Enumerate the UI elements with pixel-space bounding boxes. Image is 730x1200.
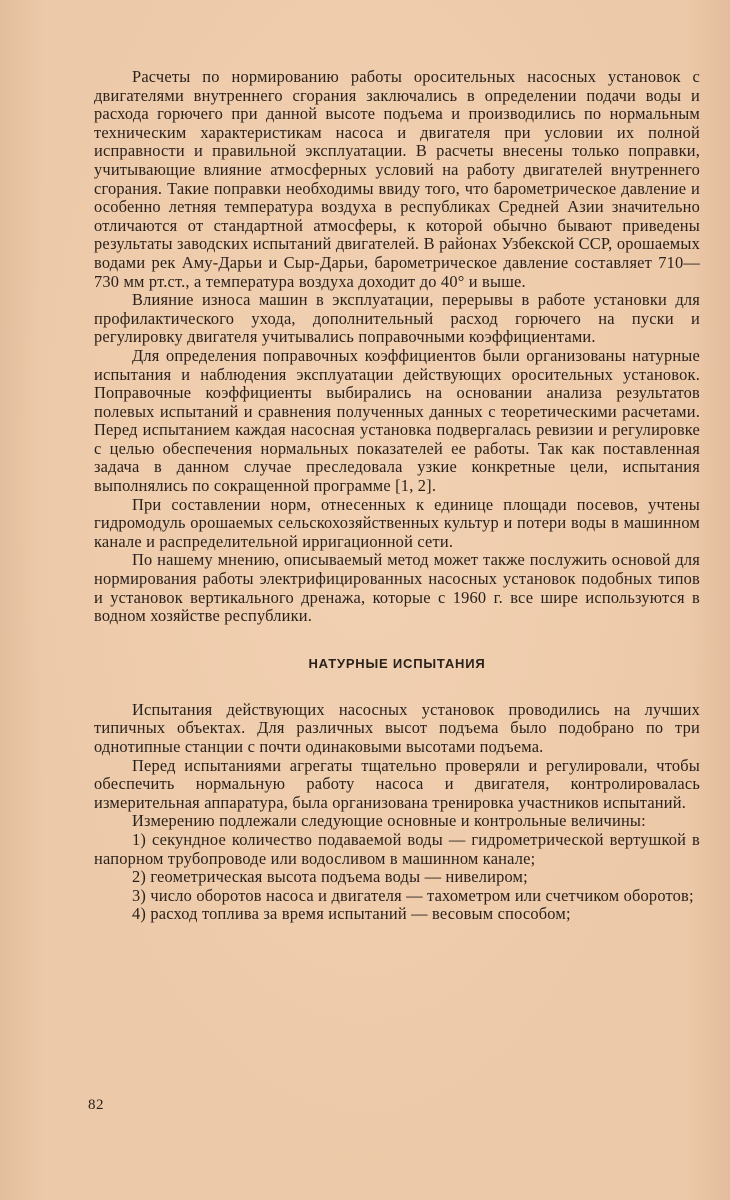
paragraph-preparation: Перед испытаниями агрегаты тщательно проверяли и регулировали, чтобы обеспечить нормальную работу насоса и двигателя, контролировалась измерительная аппаратура, была организована тренировка участников испытаний. bbox=[94, 755, 700, 812]
paragraph-norms: При составлении норм, отнесенных к единице площади посевов, учтены гидромодуль орошаемых сельскохозяйственных культур и потери воды в машинном канале и распределительной ирригационной сети. bbox=[94, 494, 700, 551]
paragraph-method: По нашему мнению, описываемый метод может также послужить основой для нормирования работы электрифицированных насосных установок подобных типов и установок вертикального дренажа, которые с 1960 г. все шире используются в водном хозяйстве республики. bbox=[94, 550, 700, 626]
paragraph-wear: Влияние износа машин в эксплуатации, перерывы в работе установки для профилактического ухода, дополнительный расход горючего на пуски и регулировку двигателя учитывались поправочными коэффициентами. bbox=[94, 290, 700, 347]
paragraph-tests: Испытания действующих насосных установок проводились на лучших типичных объектах. Для различных высот подъема было подобрано по три однотипные станции с почти одинаковыми высотами подъема. bbox=[94, 699, 700, 756]
page-number: 82 bbox=[88, 1097, 104, 1113]
paragraph-measured-values: Измерению подлежали следующие основные и контрольные величины: bbox=[132, 811, 646, 831]
paragraph-calculations: Расчеты по нормированию работы оросительных насосных установок с двигателями внутреннего сгорания заключались в определении подачи воды и расхода горючего при данной высоте подъема и производились по нормальным техническим характеристикам насоса и двигателя при условии их полной исправности и правильной эксплуатации. В расчеты внесены только поправки, учитывающие влияние атмосферных условий на работу двигателей внутреннего сгорания. Такие поправки необходимы ввиду того, что барометрическое давление и особенно летняя температура воздуха в республиках Средней Азии значительно отличаются от стандартной атмосферы, к которой обычно бывают приведены результаты заводских испытаний двигателей. В районах Узбекской ССР, орошаемых водами рек Аму-Дарьи и Сыр-Дарьи, барометрическое давление составляет 710—730 мм рт.ст., а температура воздуха доходит до 40° и выше. bbox=[94, 67, 700, 291]
list-item-rotation-speed: 3) число оборотов насоса и двигателя — тахометром или счетчиком оборотов; bbox=[132, 885, 694, 905]
list-item-lift-height: 2) геометрическая высота подъема воды — нивелиром; bbox=[132, 867, 528, 887]
list-item-water-flow: 1) секундное количество подаваемой воды — гидрометрической вертушкой в напорном трубопроводе или водосливом в машинном канале; bbox=[94, 829, 700, 868]
section-heading: НАТУРНЫЕ ИСПЫТАНИЯ bbox=[308, 655, 486, 671]
paragraph-coefficients: Для определения поправочных коэффициентов были организованы натурные испытания и наблюдения эксплуатации действующих оросительных установок. Поправочные коэффициенты выбирались на основании анализа результатов полевых испытаний и сравнения полученных данных с теоретическими расчетами. Перед испытанием каждая насосная установка подвергалась ревизии и регулировке с целью обеспечения нормальных показателей ее работы. Так как поставленная задача в данном случае преследовала узкие конкретные цели, испытания выполнялись по сокращенной программе [1, 2]. bbox=[94, 345, 700, 496]
list-item-fuel-consumption: 4) расход топлива за время испытаний — весовым способом; bbox=[132, 904, 571, 924]
text-column bbox=[94, 68, 700, 924]
